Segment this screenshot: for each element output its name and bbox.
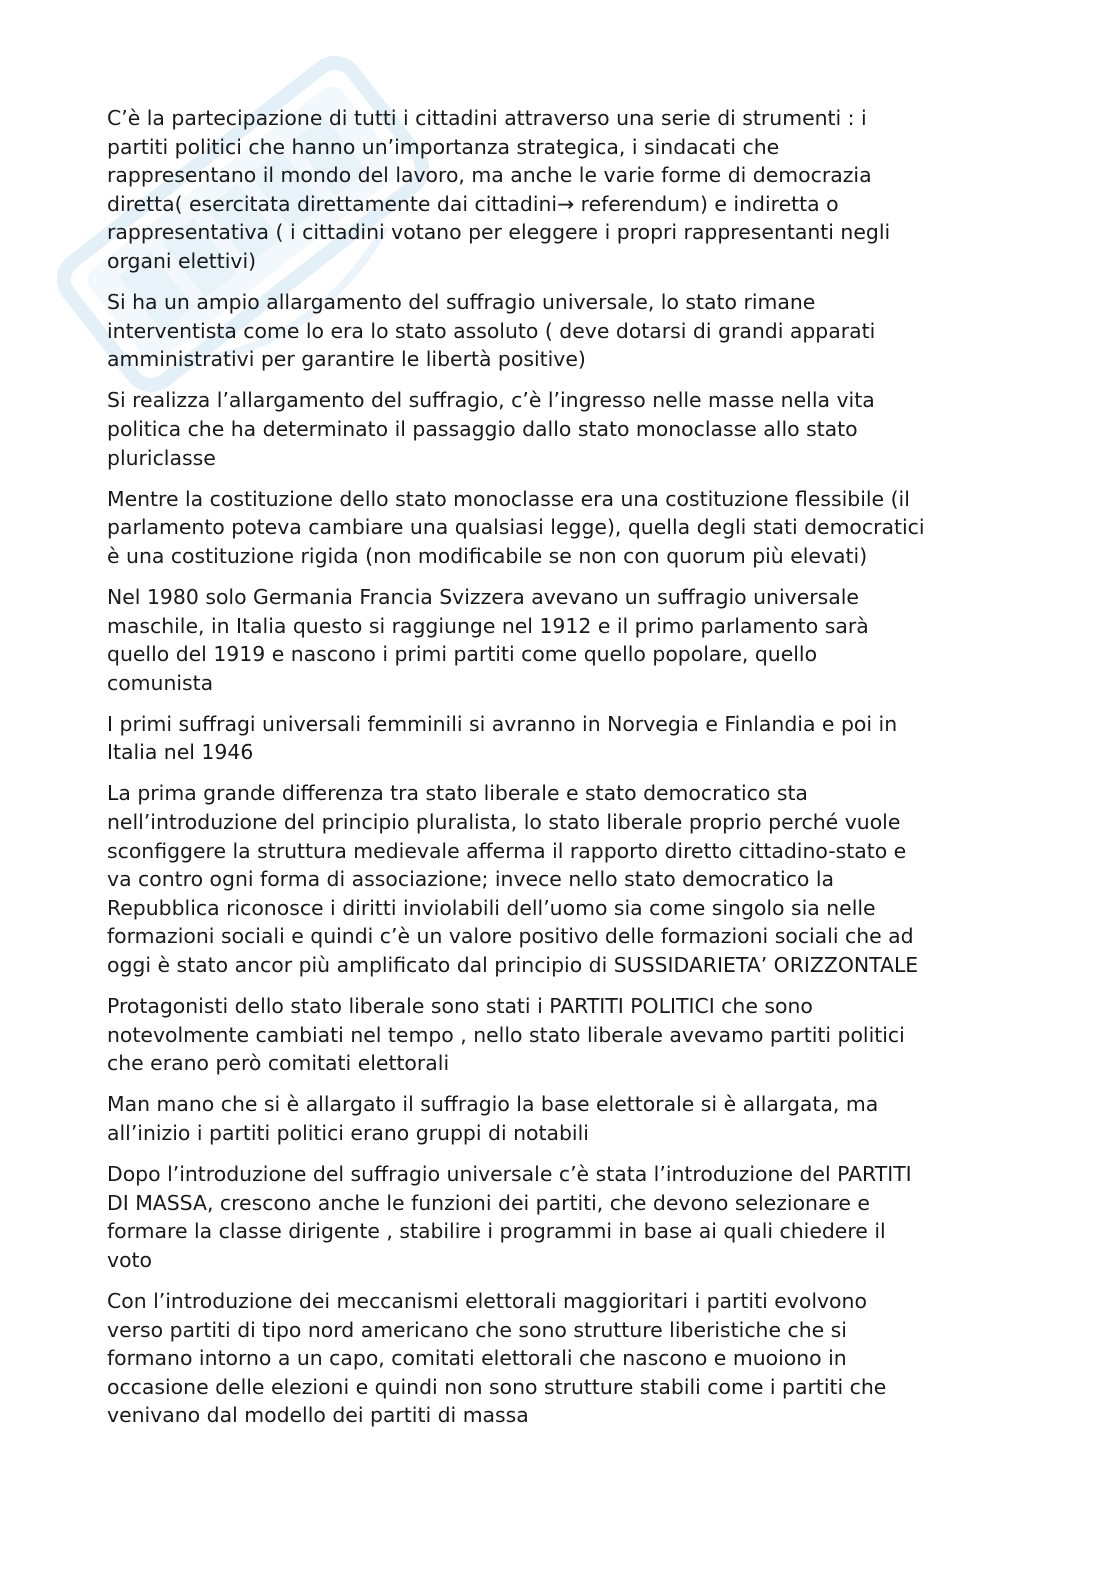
paragraph-8: Protagonisti dello stato liberale sono stati i PARTITI POLITICI che sono notevolmente cambiati nel tempo , nello stato liberale avevamo partiti politici che erano però comitati elettorali [107, 994, 905, 1076]
paragraph-4: Mentre la costituzione dello stato monoclasse era una costituzione flessibile (il parlamento poteva cambiare una qualsiasi legge), quella degli stati democratici è una costituzione rigida (non modificabile se non con quorum più elevati) [107, 486, 925, 568]
paragraph-10: Dopo l’introduzione del suffragio universale c’è stata l’introduzione del PARTITI DI MASSA, crescono anche le funzioni dei partiti, che devono selezionare e formare la classe dirigente , stabilire i programmi in base ai quali chiedere il voto [107, 1162, 912, 1272]
paragraph-5: Nel 1980 solo Germania Francia Svizzera avevano un suffragio universale maschile, in Italia questo si raggiunge nel 1912 e il primo parlamento sarà quello del 1919 e nascono i primi partiti come quello popolare, quello comunista [107, 584, 869, 695]
paragraph-11: Con l’introduzione dei meccanismi elettorali maggioritari i partiti evolvono verso partiti di tipo nord americano che sono strutture liberistiche che si formano intorno a un capo, comitati elettorali che nascono e muoiono in occasione delle elezioni e quindi non sono strutture stabili come i partiti che venivano dal modello dei partiti di massa [107, 1288, 887, 1428]
paragraph-1: C’è la partecipazione di tutti i cittadini attraverso una serie di strumenti : i partiti politici che hanno un’importanza strategica, i sindacati che rappresentano il mondo del lavoro, ma anche le varie forme di democrazia diretta( esercitata direttamente dai cittadini→ referendum) e indiretta o rappresentativa ( i cittadini votano per eleggere i propri rappresentanti negli organi elettivi) [107, 106, 891, 273]
document-body [107, 104, 1012, 1442]
paragraph-2: Si ha un ampio allargamento del suffragio universale, lo stato rimane interventista come lo era lo stato assoluto ( deve dotarsi di grandi apparati amministrativi per garantire le libertà positive) [107, 290, 876, 372]
paragraph-9: Man mano che si è allargato il suffragio la base elettorale si è allargata, ma all’inizio i partiti politici erano gruppi di notabili [107, 1092, 879, 1145]
paragraph-7: La prima grande differenza tra stato liberale e stato democratico sta nell’introduzione del principio pluralista, lo stato liberale proprio perché vuole sconfiggere la struttura medievale afferma il rapporto diretto cittadino-stato e va contro ogni forma di associazione; invece nello stato democratico la Repubblica riconosce i diritti inviolabili dell’uomo sia come singolo sia nelle formazioni sociali e quindi c’è un valore positivo delle formazioni sociali che ad oggi è stato ancor più amplificato dal principio di SUSSIDARIETA’ ORIZZONTALE [107, 781, 919, 978]
paragraph-3: Si realizza l’allargamento del suffragio, c’è l’ingresso nelle masse nella vita politica che ha determinato il passaggio dallo stato monoclasse allo stato pluriclasse [107, 388, 875, 470]
paragraph-6: I primi suffragi universali femminili si avranno in Norvegia e Finlandia e poi in Italia nel 1946 [107, 711, 898, 765]
